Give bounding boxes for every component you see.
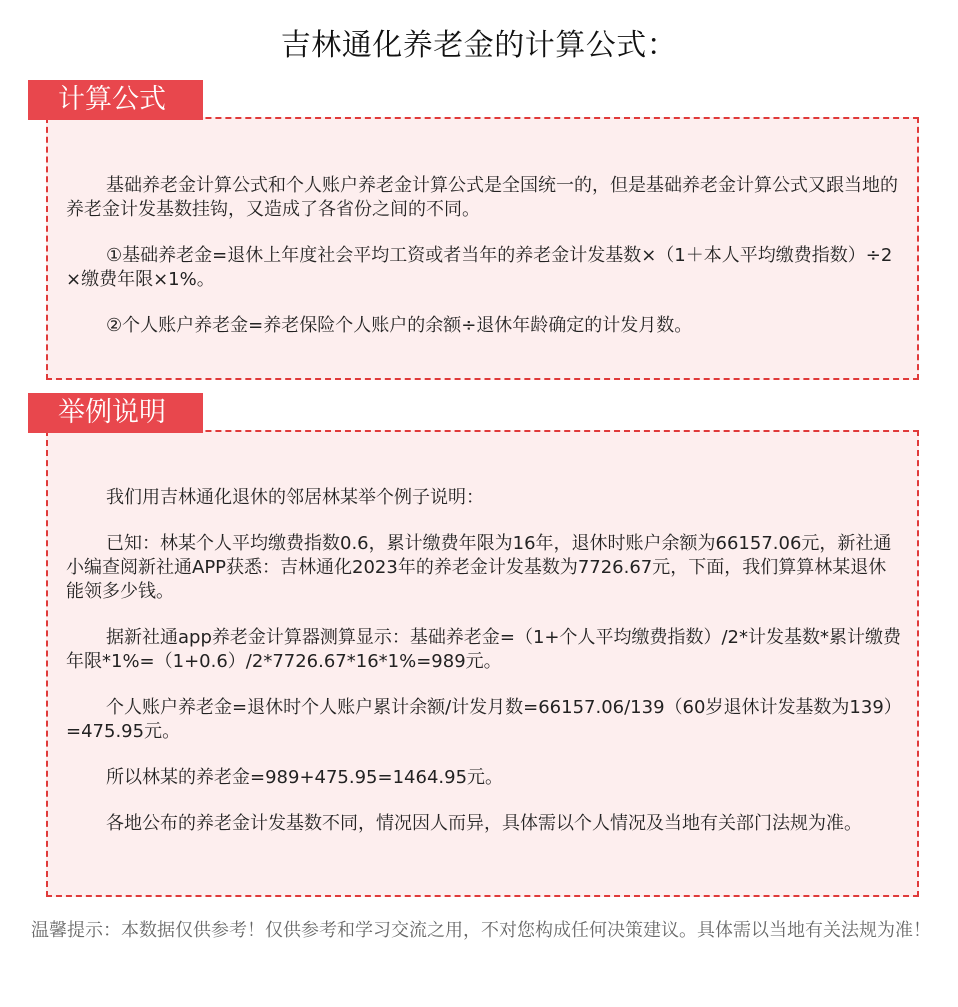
paragraph: ①基础养老金=退休上年度社会平均工资或者当年的养老金计发基数×（1＋本人平均缴费指数）÷2×缴费年限×1%。 — [66, 245, 893, 290]
section-tab-example: 举例说明 — [28, 393, 203, 433]
footer-note: 温馨提示：本数据仅供参考！仅供参考和学习交流之用，不对您构成任何决策建议。具体需以当地有关法规为准！ — [31, 920, 931, 941]
paragraph: 各地公布的养老金计发基数不同，情况因人而异，具体需以个人情况及当地有关部门法规为准。 — [106, 813, 862, 834]
paragraph: 已知：林某个人平均缴费指数0.6，累计缴费年限为16年，退休时账户余额为66157.06元，新社通小编查阅新社通APP获悉：吉林通化2023年的养老金计发基数为7726.67元，下面，我们算算林某退休能领多少钱。 — [66, 533, 892, 602]
page-title: 吉林通化养老金的计算公式： — [280, 28, 678, 63]
paragraph: 我们用吉林通化退休的邻居林某举个例子说明： — [106, 487, 484, 508]
section-body-example — [66, 486, 902, 836]
section-tab-formula: 计算公式 — [28, 80, 203, 120]
paragraph: 个人账户养老金=退休时个人账户累计余额/计发月数=66157.06/139（60岁退休计发基数为139）=475.95元。 — [66, 697, 902, 742]
section-body-formula — [66, 174, 902, 338]
paragraph: ②个人账户养老金=养老保险个人账户的余额÷退休年龄确定的计发月数。 — [106, 315, 693, 336]
paragraph: 基础养老金计算公式和个人账户养老金计算公式是全国统一的，但是基础养老金计算公式又跟当地的养老金计发基数挂钩，又造成了各省份之间的不同。 — [66, 175, 898, 220]
paragraph: 所以林某的养老金=989+475.95=1464.95元。 — [106, 767, 504, 788]
paragraph: 据新社通app养老金计算器测算显示：基础养老金=（1+个人平均缴费指数）/2*计发基数*累计缴费年限*1%=（1+0.6）/2*7726.67*16*1%=989元。 — [66, 627, 902, 672]
